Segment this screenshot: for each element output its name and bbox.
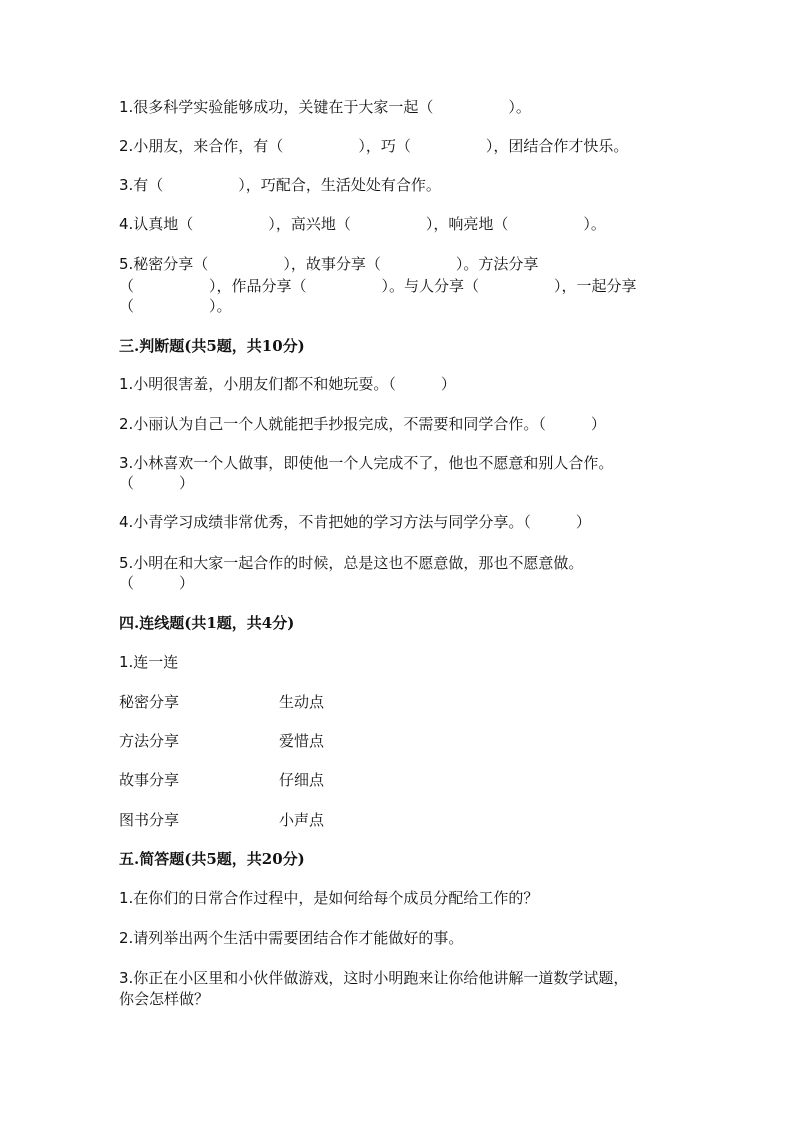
matching-left-item: 方法分享	[119, 732, 180, 750]
judge-question-3-line-2: （ ）	[119, 474, 195, 492]
matching-right-item: 仔细点	[279, 771, 325, 789]
judge-question-1: 1.小明很害羞，小朋友们都不和她玩耍。（ ）	[119, 375, 456, 393]
short-answer-question-3-line-2: 你会怎样做？	[119, 990, 210, 1008]
matching-right-item: 爱惜点	[279, 732, 325, 750]
matching-left-item: 图书分享	[119, 811, 180, 829]
section-heading-short-answer: 五.简答题(共5题，共20分)	[119, 850, 305, 868]
matching-right-item: 生动点	[279, 693, 325, 711]
judge-question-5-line-2: （ ）	[119, 574, 195, 592]
fill-in-question-5-line-2: （ ），作品分享（ ）。与人分享（ ），一起分享	[119, 277, 637, 295]
matching-question-1: 1.连一连	[119, 653, 179, 671]
fill-in-question-1: 1.很多科学实验能够成功，关键在于大家一起（ ）。	[119, 98, 531, 116]
short-answer-question-1: 1.在你们的日常合作过程中，是如何给每个成员分配给工作的？	[119, 889, 539, 907]
judge-question-4: 4.小青学习成绩非常优秀，不肯把她的学习方法与同学分享。（ ）	[119, 513, 591, 531]
matching-left-item: 故事分享	[119, 771, 180, 789]
judge-question-5-line-1: 5.小明在和大家一起合作的时候，总是这也不愿意做，那也不愿意做。	[119, 554, 584, 572]
fill-in-question-5-line-3: （ ）。	[119, 297, 232, 315]
matching-right-item: 小声点	[279, 811, 325, 829]
matching-left-item: 秘密分享	[119, 693, 180, 711]
short-answer-question-2: 2.请列举出两个生活中需要团结合作才能做好的事。	[119, 929, 464, 947]
short-answer-question-3-line-1: 3.你正在小区里和小伙伴做游戏，这时小明跑来让你给他讲解一道数学试题，	[119, 969, 629, 987]
fill-in-question-5-line-1: 5.秘密分享（ ），故事分享（ ）。方法分享	[119, 255, 539, 273]
fill-in-question-3: 3.有（ ），巧配合，生活处处有合作。	[119, 176, 441, 194]
fill-in-question-2: 2.小朋友，来合作，有（ ），巧（ ），团结合作才快乐。	[119, 137, 629, 155]
judge-question-2: 2.小丽认为自己一个人就能把手抄报完成，不需要和同学合作。（ ）	[119, 415, 606, 433]
judge-question-3-line-1: 3.小林喜欢一个人做事，即使他一个人完成不了，他也不愿意和别人合作。	[119, 454, 614, 472]
section-heading-matching: 四.连线题(共1题，共4分)	[119, 614, 295, 632]
section-heading-judge: 三.判断题(共5题，共10分)	[119, 337, 305, 355]
fill-in-question-4: 4.认真地（ ），高兴地（ ），响亮地（ ）。	[119, 215, 606, 233]
